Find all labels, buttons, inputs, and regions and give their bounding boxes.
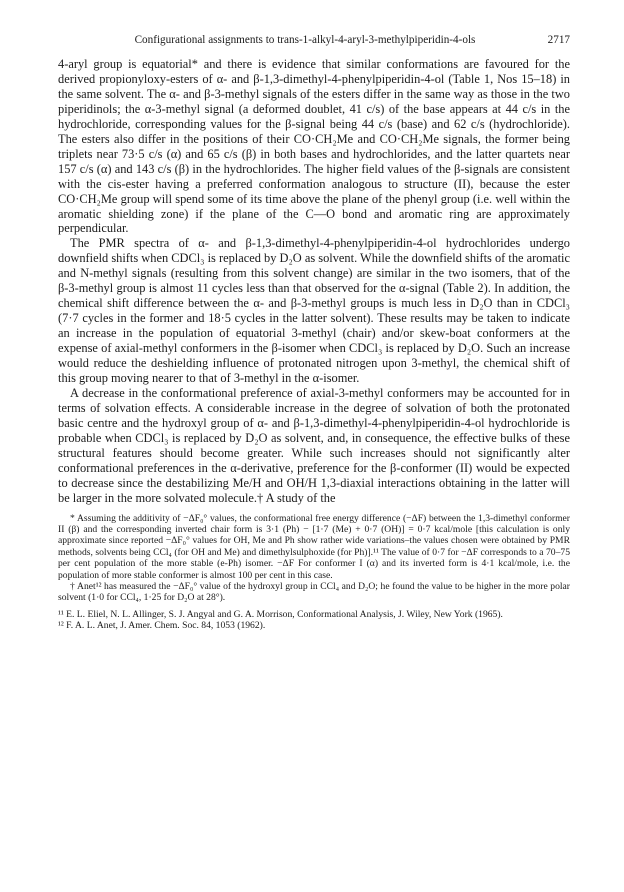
paragraph-2: The PMR spectra of α- and β-1,3-dimethyl-4-phenylpiperidin-4-ol hydrochlorides undergo downfield shifts when CDCl₃ is replaced by D₂O as solvent. While the downfield shifts of the aromatic and N-methyl signals (resulting from this solvent change) are similar in the two isomers, that of the β-3-methyl group is almost 11 cycles less than that observed for the α-signal (Table 2). In addition, the chemical shift difference between the α- and β-3-methyl groups is much less in D₂O than in CDCl₃ (7·7 cycles in the former and 18·5 cycles in the latter solvent). These results may be taken to indicate an increase in the population of equatorial 3-methyl (chair) and/or skew-boat conformers at the expense of axial-methyl conformers in the β-isomer when CDCl₃ is replaced by D₂O. Such an increase would reduce the deshielding influence of protonated nitrogen upon 3-methyl, the chemical shift of this group moving nearer to that of 3-methyl in the α-isomer. [58, 236, 570, 386]
running-header [58, 33, 570, 47]
footnote-dagger: † Anet¹² has measured the −ΔF₀° value of the hydroxyl group in CCl₄ and D₂O; he found the value to be higher in the more polar solvent (1·0 for CCl₄, 1·25 for D₂O at 28°). [58, 581, 570, 604]
page-number: 2717 [547, 34, 570, 46]
reference-12: ¹² F. A. L. Anet, J. Amer. Chem. Soc. 84, 1053 (1962). [58, 620, 266, 632]
paragraph-1: 4-aryl group is equatorial* and there is evidence that similar conformations are favoured for the derived propionyloxy-esters of α- and β-1,3-dimethyl-4-phenylpiperidin-4-ol (Table 1, Nos 15–18) in the same solvent. The α- and β-3-methyl signals of the esters differ in the same way as those in the two piperidinols; the α-3-methyl signal (a deformed doublet, 41 c/s) of the base appears at 44 c/s in the hydrochloride, corresponding values for the β-signal being 44 c/s (base) and 62 c/s (hydrochloride). The esters also differ in the positions of their CO·CH₂Me and CO·CH₂Me signals, the former being triplets near 73·5 c/s (α) and 65 c/s (β) in both bases and hydrochlorides, and the latter quartets near 157 c/s (α) and 143 c/s (β) in the hydrochlorides. The higher field values of the β-signals are consistent with the cis-ester having a preferred conformation analogous to structure (II), because the ester CO·CH₂Me group will spend some of its time above the plane of the phenyl group (i.e. well within the aromatic shielding zone) if the plane of the C—O bond and aromatic ring are approximately perpendicular. [58, 57, 570, 236]
paragraph-3: A decrease in the conformational preference of axial-3-methyl conformers may be accounted for in terms of solvation effects. A considerable increase in the degree of solvation of both the protonated basic centre and the hydroxyl group of α- and β-1,3-dimethyl-4-phenylpiperidin-4-ol hydrochloride is probable when CDCl₃ is replaced by D₂O as solvent, and, in consequence, the effective bulks of these structural features should become greater. While such increases should not significantly alter conformational preferences in the α-derivative, preference for the β-conformer (II) would be expected to decrease since the destabilizing Me/H and OH/H 1,3-diaxial interactions obtaining in the latter will be larger in the more solvated molecule.† A study of the [58, 385, 570, 505]
footnote-asterisk: * Assuming the additivity of −ΔF₀° values, the conformational free energy difference (−ΔF) between the 1,3-dimethyl conformer II (β) and the corresponding inverted chair form is 3·1 (Ph) − [1·7 (Me) + 0·7 (OH)] = 0·7 kcal/mole [this calculation is only approximate since reported −ΔF₀° values for OH, Me and Ph show rather wide variations–the values chosen were obtained by PMR methods, solvents being CCl₄ (for OH and Me) and dimethylsulphoxide (for Ph)].¹¹ The value of 0·7 for −ΔF corresponds to a 70–75 per cent population of the more stable (e-Ph) isomer. −ΔF For conformer I (α) and its inverted form is 4·1 kcal/mole, i.e. the population of more stable conformer is almost 100 per cent in this case. [58, 512, 570, 581]
reference-11: ¹¹ E. L. Eliel, N. L. Allinger, S. J. Angyal and G. A. Morrison, Conformational Analysis, J. Wiley, New York (1965). [58, 608, 503, 620]
running-title: Configurational assignments to trans-1-alkyl-4-aryl-3-methylpiperidin-4-ols [134, 34, 476, 46]
page [58, 33, 570, 632]
